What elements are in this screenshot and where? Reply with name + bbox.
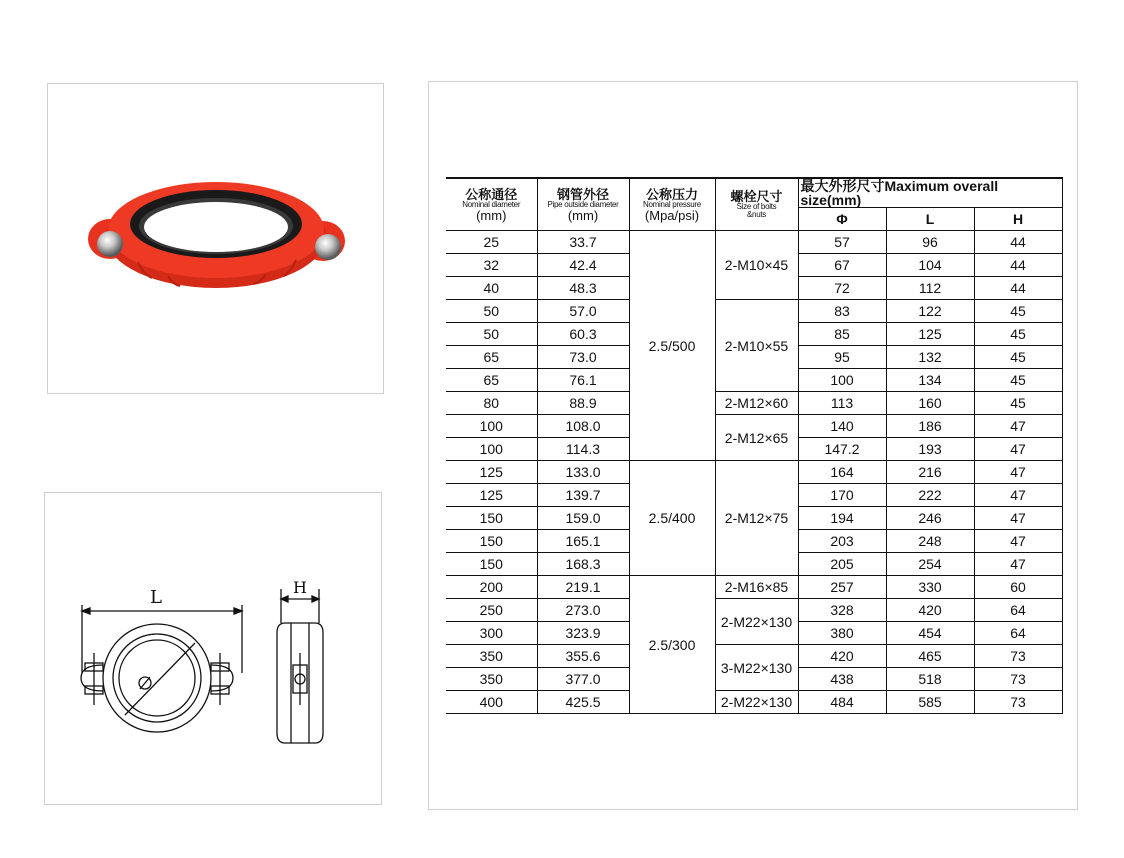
cell-bolt-size: 2-M16×85 bbox=[715, 576, 798, 599]
dimension-label-l: L bbox=[150, 587, 162, 608]
cell-phi: 194 bbox=[798, 507, 886, 530]
cell-h: 64 bbox=[974, 622, 1062, 645]
cell-phi: 257 bbox=[798, 576, 886, 599]
cell-phi: 67 bbox=[798, 254, 886, 277]
cell-bolt-size: 3-M22×130 bbox=[715, 645, 798, 691]
cell-bolt-size: 2-M22×130 bbox=[715, 691, 798, 714]
cell-nominal-diameter: 350 bbox=[446, 668, 537, 691]
cell-bolt-size: 2-M10×55 bbox=[715, 300, 798, 392]
subheader-l: L bbox=[886, 208, 974, 231]
cell-phi: 205 bbox=[798, 553, 886, 576]
table-row bbox=[446, 576, 1062, 599]
cell-h: 73 bbox=[974, 691, 1062, 714]
cell-nominal-diameter: 65 bbox=[446, 346, 537, 369]
table-row bbox=[446, 300, 1062, 323]
cell-phi: 100 bbox=[798, 369, 886, 392]
cell-pipe-outside-diameter: 42.4 bbox=[537, 254, 629, 277]
subheader-phi: Φ bbox=[798, 208, 886, 231]
cell-nominal-pressure: 2.5/500 bbox=[629, 231, 715, 461]
cell-pipe-outside-diameter: 323.9 bbox=[537, 622, 629, 645]
subheader-h: H bbox=[974, 208, 1062, 231]
header-nominal-diameter: 公称通径 Nominal diameter (mm) bbox=[446, 178, 537, 231]
cell-pipe-outside-diameter: 88.9 bbox=[537, 392, 629, 415]
cell-h: 47 bbox=[974, 530, 1062, 553]
cell-l: 112 bbox=[886, 277, 974, 300]
cell-bolt-size: 2-M12×75 bbox=[715, 461, 798, 576]
cell-nominal-diameter: 32 bbox=[446, 254, 537, 277]
table-row bbox=[446, 645, 1062, 668]
cell-nominal-diameter: 300 bbox=[446, 622, 537, 645]
cell-nominal-diameter: 350 bbox=[446, 645, 537, 668]
cell-phi: 140 bbox=[798, 415, 886, 438]
cell-l: 518 bbox=[886, 668, 974, 691]
cell-phi: 83 bbox=[798, 300, 886, 323]
cell-l: 193 bbox=[886, 438, 974, 461]
cell-pipe-outside-diameter: 377.0 bbox=[537, 668, 629, 691]
cell-pipe-outside-diameter: 355.6 bbox=[537, 645, 629, 668]
cell-phi: 328 bbox=[798, 599, 886, 622]
cell-l: 104 bbox=[886, 254, 974, 277]
cell-l: 122 bbox=[886, 300, 974, 323]
cell-h: 47 bbox=[974, 461, 1062, 484]
cell-l: 254 bbox=[886, 553, 974, 576]
cell-l: 420 bbox=[886, 599, 974, 622]
cell-phi: 72 bbox=[798, 277, 886, 300]
cell-l: 132 bbox=[886, 346, 974, 369]
cell-phi: 203 bbox=[798, 530, 886, 553]
cell-h: 45 bbox=[974, 392, 1062, 415]
cell-h: 45 bbox=[974, 346, 1062, 369]
cell-h: 47 bbox=[974, 415, 1062, 438]
cell-pipe-outside-diameter: 133.0 bbox=[537, 461, 629, 484]
cell-phi: 164 bbox=[798, 461, 886, 484]
cell-nominal-diameter: 65 bbox=[446, 369, 537, 392]
cell-phi: 113 bbox=[798, 392, 886, 415]
cell-l: 222 bbox=[886, 484, 974, 507]
cell-h: 44 bbox=[974, 254, 1062, 277]
cell-h: 73 bbox=[974, 645, 1062, 668]
spec-table bbox=[446, 177, 1063, 714]
cell-phi: 147.2 bbox=[798, 438, 886, 461]
cell-nominal-pressure: 2.5/400 bbox=[629, 461, 715, 576]
cell-phi: 380 bbox=[798, 622, 886, 645]
cell-phi: 95 bbox=[798, 346, 886, 369]
cell-nominal-diameter: 150 bbox=[446, 553, 537, 576]
product-photo-panel bbox=[47, 83, 384, 394]
cell-h: 47 bbox=[974, 507, 1062, 530]
cell-pipe-outside-diameter: 108.0 bbox=[537, 415, 629, 438]
cell-pipe-outside-diameter: 33.7 bbox=[537, 231, 629, 254]
cell-nominal-diameter: 40 bbox=[446, 277, 537, 300]
cell-h: 60 bbox=[974, 576, 1062, 599]
cell-nominal-diameter: 400 bbox=[446, 691, 537, 714]
header-bolt-size: 螺栓尺寸 Size of bolts &nuts bbox=[715, 178, 798, 231]
cell-h: 47 bbox=[974, 553, 1062, 576]
cell-l: 246 bbox=[886, 507, 974, 530]
cell-nominal-diameter: 100 bbox=[446, 415, 537, 438]
cell-h: 45 bbox=[974, 300, 1062, 323]
cell-l: 454 bbox=[886, 622, 974, 645]
cell-h: 45 bbox=[974, 323, 1062, 346]
cell-h: 47 bbox=[974, 438, 1062, 461]
cell-nominal-pressure: 2.5/300 bbox=[629, 576, 715, 714]
cell-l: 134 bbox=[886, 369, 974, 392]
cell-pipe-outside-diameter: 139.7 bbox=[537, 484, 629, 507]
header-pipe-outside-diameter: 钢管外径 Pipe outside diameter (mm) bbox=[537, 178, 629, 231]
cell-pipe-outside-diameter: 425.5 bbox=[537, 691, 629, 714]
table-row bbox=[446, 599, 1062, 622]
cell-h: 47 bbox=[974, 484, 1062, 507]
cell-pipe-outside-diameter: 168.3 bbox=[537, 553, 629, 576]
cell-bolt-size: 2-M22×130 bbox=[715, 599, 798, 645]
cell-nominal-diameter: 50 bbox=[446, 323, 537, 346]
cell-nominal-diameter: 50 bbox=[446, 300, 537, 323]
cell-l: 216 bbox=[886, 461, 974, 484]
cell-pipe-outside-diameter: 76.1 bbox=[537, 369, 629, 392]
cell-l: 125 bbox=[886, 323, 974, 346]
cell-phi: 484 bbox=[798, 691, 886, 714]
cell-phi: 438 bbox=[798, 668, 886, 691]
cell-bolt-size: 2-M12×60 bbox=[715, 392, 798, 415]
cell-l: 585 bbox=[886, 691, 974, 714]
cell-l: 96 bbox=[886, 231, 974, 254]
spec-table-body bbox=[446, 231, 1062, 714]
cell-h: 73 bbox=[974, 668, 1062, 691]
dimension-label-h: H bbox=[293, 578, 307, 597]
cell-h: 44 bbox=[974, 231, 1062, 254]
cell-pipe-outside-diameter: 73.0 bbox=[537, 346, 629, 369]
cell-pipe-outside-diameter: 114.3 bbox=[537, 438, 629, 461]
cell-l: 330 bbox=[886, 576, 974, 599]
cell-phi: 85 bbox=[798, 323, 886, 346]
dimension-drawing-panel bbox=[44, 492, 382, 805]
cell-nominal-diameter: 200 bbox=[446, 576, 537, 599]
cell-h: 45 bbox=[974, 369, 1062, 392]
cell-l: 465 bbox=[886, 645, 974, 668]
table-row bbox=[446, 392, 1062, 415]
red-coupling-photo bbox=[48, 84, 383, 393]
cell-l: 160 bbox=[886, 392, 974, 415]
cell-nominal-diameter: 125 bbox=[446, 484, 537, 507]
cell-phi: 170 bbox=[798, 484, 886, 507]
cell-nominal-diameter: 25 bbox=[446, 231, 537, 254]
cell-nominal-diameter: 150 bbox=[446, 507, 537, 530]
cell-nominal-diameter: 125 bbox=[446, 461, 537, 484]
cell-nominal-diameter: 150 bbox=[446, 530, 537, 553]
cell-pipe-outside-diameter: 57.0 bbox=[537, 300, 629, 323]
cell-pipe-outside-diameter: 219.1 bbox=[537, 576, 629, 599]
header-nominal-pressure: 公称压力 Nominal pressure (Mpa/psi) bbox=[629, 178, 715, 231]
cell-bolt-size: 2-M10×45 bbox=[715, 231, 798, 300]
cell-l: 186 bbox=[886, 415, 974, 438]
cell-pipe-outside-diameter: 48.3 bbox=[537, 277, 629, 300]
cell-h: 64 bbox=[974, 599, 1062, 622]
cell-phi: 420 bbox=[798, 645, 886, 668]
header-maximum-overall-size: 最大外形尺寸Maximum overall size(mm) bbox=[798, 178, 1062, 208]
cell-nominal-diameter: 250 bbox=[446, 599, 537, 622]
cell-l: 248 bbox=[886, 530, 974, 553]
cell-pipe-outside-diameter: 273.0 bbox=[537, 599, 629, 622]
coupling-dimension-drawing bbox=[45, 493, 381, 804]
cell-nominal-diameter: 100 bbox=[446, 438, 537, 461]
table-row bbox=[446, 415, 1062, 438]
cell-pipe-outside-diameter: 165.1 bbox=[537, 530, 629, 553]
table-row bbox=[446, 461, 1062, 484]
cell-phi: 57 bbox=[798, 231, 886, 254]
cell-bolt-size: 2-M12×65 bbox=[715, 415, 798, 461]
cell-h: 44 bbox=[974, 277, 1062, 300]
cell-nominal-diameter: 80 bbox=[446, 392, 537, 415]
spec-table-panel bbox=[428, 81, 1078, 810]
cell-pipe-outside-diameter: 60.3 bbox=[537, 323, 629, 346]
cell-pipe-outside-diameter: 159.0 bbox=[537, 507, 629, 530]
table-row bbox=[446, 231, 1062, 254]
table-row bbox=[446, 691, 1062, 714]
